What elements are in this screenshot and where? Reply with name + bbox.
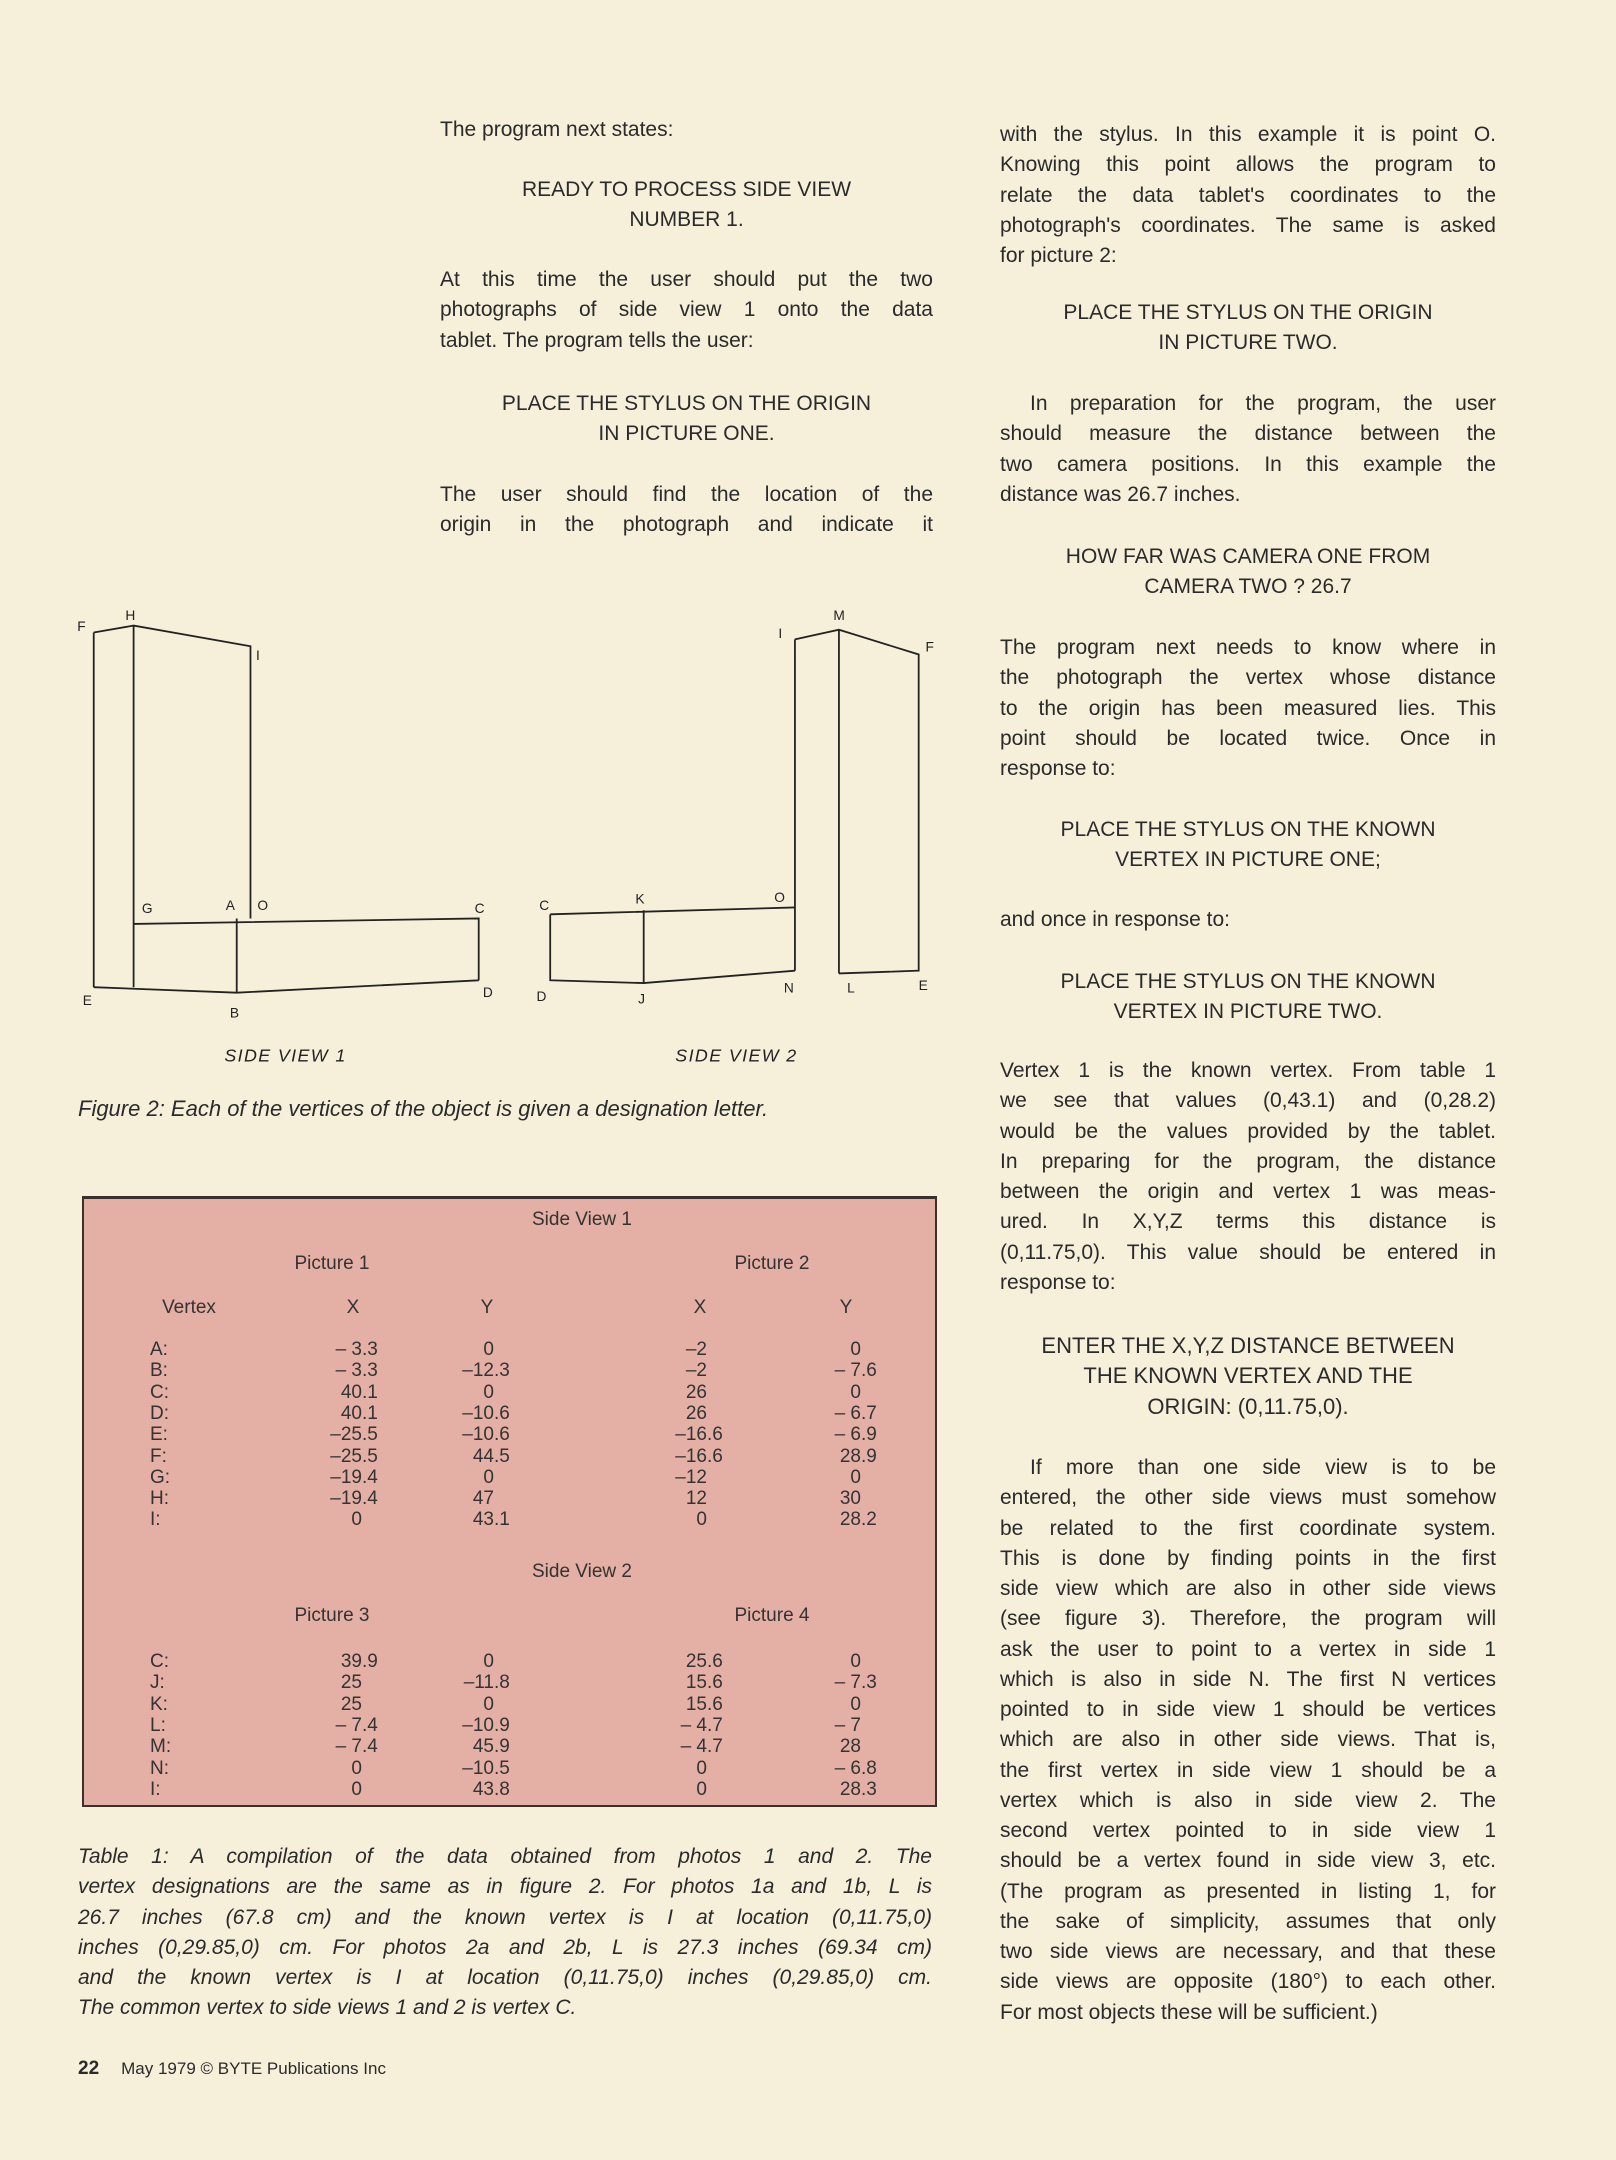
program-message: [1000, 815, 1496, 876]
value-cell: 0: [850, 1381, 861, 1403]
text-line: and the known vertex is I at location (0,11.75,0) inches (0,29.85,0) cm.: [78, 1966, 932, 1989]
value-cell: –19.4: [330, 1488, 378, 1510]
text-line: between the origin and vertex 1 was meas-: [1000, 1180, 1496, 1203]
value-cell: 43.8: [472, 1778, 510, 1800]
paragraph: [1000, 1056, 1496, 1298]
text-line: the sake of simplicity, assumes that only: [1000, 1909, 1496, 1933]
base-block-outline: [550, 907, 795, 983]
value-cell: 47: [472, 1488, 494, 1510]
text-line: should be a vertex found in side view 3, etc.: [1000, 1849, 1496, 1873]
value-cell: – 4.7: [680, 1714, 723, 1736]
publication-credit: May 1979 © BYTE Publications Inc: [121, 2059, 386, 2078]
side-view-2-title: SIDE VIEW 2: [675, 1045, 798, 1066]
data-table: [82, 1196, 937, 1807]
value-cell: 0: [850, 1693, 861, 1715]
paragraph: [1000, 633, 1496, 784]
value-cell: – 7: [834, 1714, 861, 1736]
vertex-cell: L:: [150, 1714, 166, 1736]
picture-header: Picture 2: [734, 1253, 810, 1274]
value-cell: 0: [483, 1339, 494, 1360]
text-line: response to:: [1000, 757, 1116, 780]
column-header-vertex: Vertex: [162, 1297, 216, 1318]
text-line: 26.7 inches (67.8 cm) and the known vertex is I at location (0,11.75,0): [78, 1905, 932, 1929]
column-header: X: [346, 1297, 360, 1318]
vertex-cell: I:: [150, 1778, 161, 1800]
value-cell: 30: [839, 1488, 861, 1510]
text-line: The program next states:: [440, 118, 674, 141]
value-cell: 0: [850, 1651, 861, 1672]
value-cell: 0: [483, 1693, 494, 1715]
value-cell: 0: [483, 1381, 494, 1403]
text-line: ENTER THE X,Y,Z DISTANCE BETWEEN: [1041, 1333, 1455, 1358]
text-line: The user should find the location of the: [440, 483, 933, 506]
text-line: THE KNOWN VERTEX AND THE: [1083, 1363, 1413, 1389]
value-cell: –12: [675, 1466, 707, 1488]
vertex-label: F: [77, 619, 86, 635]
text-line: vertex designations are the same as in figure 2. For photos 1a and 1b, L is: [78, 1875, 932, 1899]
text-line: side views are opposite (180°) to each other.: [1000, 1970, 1496, 1994]
text-line: The program next needs to know where in: [1000, 636, 1496, 659]
text-line: photographs of side view 1 onto the data: [440, 298, 933, 322]
value-cell: –19.4: [330, 1466, 378, 1488]
side-view-1-drawing: [94, 626, 479, 993]
vertex-label: C: [474, 900, 485, 916]
value-cell: – 6.7: [834, 1402, 877, 1424]
value-cell: –10.9: [462, 1714, 510, 1736]
value-cell: 25: [340, 1672, 362, 1694]
value-cell: – 4.7: [680, 1736, 723, 1758]
text-line: which is also in side N. The first N vertices: [1000, 1667, 1496, 1691]
text-line: inches (0,29.85,0) cm. For photos 2a and 2b, L is 27.3 inches (69.34 cm): [78, 1935, 932, 1959]
value-cell: 12: [685, 1488, 707, 1510]
value-cell: 26: [685, 1381, 707, 1403]
value-cell: 25: [340, 1693, 362, 1715]
text-line: NUMBER 1.: [629, 208, 744, 232]
program-message: [1000, 542, 1496, 603]
text-line: side view which are also in other side views: [1000, 1577, 1496, 1600]
vertex-label: N: [783, 980, 794, 996]
text-line: (0,11.75,0). This value should be entered in: [1000, 1240, 1496, 1264]
vertex-label: K: [635, 891, 645, 907]
value-cell: 28: [839, 1736, 861, 1758]
picture-header: Picture 1: [294, 1253, 370, 1274]
vertex-label: D: [536, 988, 547, 1004]
text-line: IN PICTURE TWO.: [1158, 331, 1338, 355]
vertex-cell: A:: [150, 1339, 168, 1360]
text-line: two side views are necessary, and that these: [1000, 1940, 1496, 1963]
paragraph: [440, 265, 933, 356]
vertex-label: H: [125, 608, 136, 624]
vertex-cell: N:: [150, 1757, 169, 1779]
value-cell: 40.1: [340, 1402, 378, 1424]
text-line: If more than one side view is to be: [1030, 1456, 1496, 1479]
vertex-cell: B:: [150, 1360, 168, 1382]
value-cell: 0: [696, 1778, 707, 1800]
text-line: Table 1: A compilation of the data obtained from photos 1 and 2. The: [78, 1845, 932, 1868]
side-view-2-drawing: [550, 630, 918, 983]
picture-header: Picture 4: [734, 1605, 810, 1626]
value-cell: – 6.8: [834, 1757, 877, 1779]
text-line: (The program as presented in listing 1, for: [1000, 1879, 1496, 1903]
value-cell: –10.6: [462, 1424, 510, 1446]
text-line: we see that values (0,43.1) and (0,28.2): [1000, 1089, 1496, 1113]
value-cell: –2: [685, 1339, 707, 1360]
column-header: Y: [839, 1297, 853, 1318]
vertex-cell: M:: [150, 1736, 172, 1758]
column-header: Y: [480, 1297, 494, 1318]
program-message: [440, 175, 933, 236]
text-line: The common vertex to side views 1 and 2 is vertex C.: [78, 1996, 577, 2020]
value-cell: 15.6: [685, 1672, 723, 1694]
paragraph: [1000, 1453, 1496, 2028]
vertex-cell: D:: [150, 1402, 169, 1424]
value-cell: –10.5: [462, 1757, 510, 1779]
value-cell: 43.1: [472, 1509, 510, 1531]
value-cell: 45.9: [472, 1736, 510, 1758]
vertex-label: O: [257, 898, 269, 914]
vertex-cell: J:: [150, 1672, 165, 1694]
value-cell: 44.5: [472, 1445, 510, 1467]
page-footer: [78, 2058, 386, 2080]
value-cell: – 6.9: [834, 1424, 877, 1446]
text-line: READY TO PROCESS SIDE VIEW: [521, 178, 852, 201]
text-line: Knowing this point allows the program to: [1000, 153, 1496, 177]
vertex-cell: I:: [150, 1509, 161, 1531]
vertex-label: A: [225, 898, 235, 914]
value-cell: 28.3: [839, 1778, 877, 1800]
tall-block-outline: [94, 626, 251, 988]
text-line: point should be located twice. Once in: [1000, 726, 1496, 750]
value-cell: 25.6: [685, 1651, 723, 1672]
vertex-label: M: [833, 608, 845, 624]
text-line: PLACE THE STYLUS ON THE ORIGIN: [1063, 301, 1433, 324]
view-1-labels: [77, 608, 493, 1065]
value-cell: 0: [351, 1509, 362, 1531]
text-line: tablet. The program tells the user:: [440, 328, 754, 352]
program-message: [1000, 967, 1496, 1028]
column-header: X: [693, 1297, 707, 1318]
vertex-label: I: [778, 625, 783, 641]
value-cell: – 3.3: [335, 1360, 378, 1382]
text-line: would be the values provided by the tablet.: [1000, 1119, 1496, 1143]
vertex-cell: K:: [150, 1693, 168, 1715]
vertex-label: L: [847, 980, 855, 996]
text-line: to the origin has been measured lies. This: [1000, 696, 1496, 720]
side-view-title: Side View 1: [532, 1209, 632, 1230]
program-message: [440, 389, 933, 450]
text-line: CAMERA TWO ? 26.7: [1144, 575, 1352, 599]
vertex-cell: C:: [150, 1381, 169, 1403]
vertex-cell: F:: [150, 1445, 167, 1467]
value-cell: – 7.6: [834, 1360, 877, 1382]
value-cell: 28.2: [839, 1509, 877, 1531]
value-cell: – 7.4: [335, 1736, 378, 1758]
program-message: [1000, 1331, 1496, 1422]
vertex-label: I: [255, 647, 260, 663]
text-line: For most objects these will be sufficient.): [1000, 2000, 1378, 2024]
text-line: response to:: [1000, 1270, 1116, 1294]
value-cell: –16.6: [675, 1424, 723, 1446]
value-cell: – 7.3: [834, 1672, 877, 1694]
value-cell: 39.9: [340, 1651, 378, 1672]
value-cell: –25.5: [330, 1445, 378, 1467]
vertex-label: E: [82, 993, 92, 1009]
value-cell: –11.8: [463, 1672, 510, 1694]
text-line: and once in response to:: [1000, 908, 1230, 931]
value-cell: 0: [483, 1651, 494, 1672]
paragraph: [440, 480, 933, 541]
value-cell: 0: [696, 1757, 707, 1779]
paragraph: [440, 115, 933, 145]
text-line: ured. In X,Y,Z terms this distance is: [1000, 1210, 1496, 1234]
text-line: origin in the photograph and indicate it: [440, 513, 933, 537]
vertex-label: J: [638, 991, 646, 1007]
vertex-label: F: [925, 639, 934, 655]
page-number: 22: [78, 2058, 100, 2079]
text-line: pointed to in side view 1 should be vertices: [1000, 1698, 1496, 1721]
base-block-outline: [94, 918, 479, 992]
text-line: which are also in other side views. That is,: [1000, 1728, 1496, 1752]
vertex-label: E: [918, 977, 928, 993]
vertex-label: C: [539, 898, 550, 914]
text-line: VERTEX IN PICTURE ONE;: [1115, 848, 1381, 872]
value-cell: –10.6: [462, 1402, 510, 1424]
vertex-cell: E:: [150, 1424, 168, 1446]
text-line: This is done by finding points in the first: [1000, 1546, 1496, 1570]
text-line: ORIGIN: (0,11.75,0).: [1147, 1393, 1349, 1419]
value-cell: 0: [351, 1778, 362, 1800]
text-line: At this time the user should put the two: [440, 268, 933, 291]
value-cell: – 7.4: [335, 1714, 378, 1736]
paragraph: [1000, 389, 1496, 510]
text-line: In preparation for the program, the user: [1030, 392, 1496, 415]
text-line: second vertex pointed to in side view 1: [1000, 1819, 1496, 1842]
text-line: with the stylus. In this example it is point O.: [1000, 123, 1496, 146]
value-cell: 40.1: [340, 1381, 378, 1403]
text-line: distance was 26.7 inches.: [1000, 482, 1241, 506]
vertex-cell: H:: [150, 1488, 169, 1510]
text-line: PLACE THE STYLUS ON THE ORIGIN: [501, 392, 872, 415]
value-cell: 0: [696, 1509, 707, 1531]
picture-header: Picture 3: [294, 1605, 370, 1626]
value-cell: 0: [483, 1466, 494, 1488]
value-cell: – 3.3: [335, 1339, 378, 1360]
text-line: the first vertex in side view 1 should be a: [1000, 1758, 1496, 1782]
value-cell: 28.9: [839, 1445, 877, 1467]
value-cell: –12.3: [462, 1360, 510, 1382]
value-cell: 0: [850, 1339, 861, 1360]
figure-caption: Figure 2: Each of the vertices of the object is given a designation letter.: [78, 1096, 769, 1121]
vertex-label: G: [141, 900, 153, 916]
text-line: In preparing for the program, the distance: [1000, 1149, 1496, 1173]
text-line: be related to the first coordinate system.: [1000, 1516, 1496, 1540]
text-line: photograph's coordinates. The same is asked: [1000, 213, 1496, 237]
side-view-title: Side View 2: [532, 1561, 632, 1582]
text-line: for picture 2:: [1000, 244, 1117, 267]
text-line: vertex which is also in side view 2. The: [1000, 1788, 1496, 1812]
value-cell: 0: [351, 1757, 362, 1779]
text-line: entered, the other side views must somehow: [1000, 1486, 1496, 1510]
value-cell: 26: [685, 1402, 707, 1424]
text-line: Vertex 1 is the known vertex. From table 1: [1000, 1059, 1496, 1082]
value-cell: –2: [685, 1360, 707, 1382]
text-line: HOW FAR WAS CAMERA ONE FROM: [1065, 545, 1431, 568]
value-cell: –16.6: [675, 1445, 723, 1467]
text-line: IN PICTURE ONE.: [598, 422, 775, 446]
text-line: ask the user to point to a vertex in side 1: [1000, 1637, 1496, 1661]
table-caption: [78, 1842, 932, 2024]
text-line: VERTEX IN PICTURE TWO.: [1113, 1000, 1383, 1024]
text-line: PLACE THE STYLUS ON THE KNOWN: [1060, 970, 1436, 993]
vertex-cell: G:: [150, 1466, 171, 1488]
text-line: should measure the distance between the: [1000, 422, 1496, 446]
vertex-cell: C:: [150, 1651, 169, 1672]
text-line: PLACE THE STYLUS ON THE KNOWN: [1060, 818, 1436, 841]
text-line: the photograph the vertex whose distance: [1000, 666, 1496, 690]
text-line: two camera positions. In this example the: [1000, 452, 1496, 476]
value-cell: 15.6: [685, 1693, 723, 1715]
vertex-label: O: [774, 889, 786, 905]
text-line: (see figure 3). Therefore, the program will: [1000, 1607, 1496, 1631]
paragraph: [1000, 905, 1496, 935]
vertex-label: B: [229, 1005, 240, 1021]
value-cell: –25.5: [330, 1424, 378, 1446]
program-message: [1000, 298, 1496, 359]
tall-block-outline: [795, 630, 919, 974]
paragraph: [1000, 120, 1496, 271]
vertex-label: D: [482, 984, 493, 1000]
value-cell: 0: [850, 1466, 861, 1488]
view-2-labels: [536, 608, 933, 1065]
side-view-1-title: SIDE VIEW 1: [224, 1045, 347, 1066]
text-line: relate the data tablet's coordinates to the: [1000, 183, 1496, 207]
